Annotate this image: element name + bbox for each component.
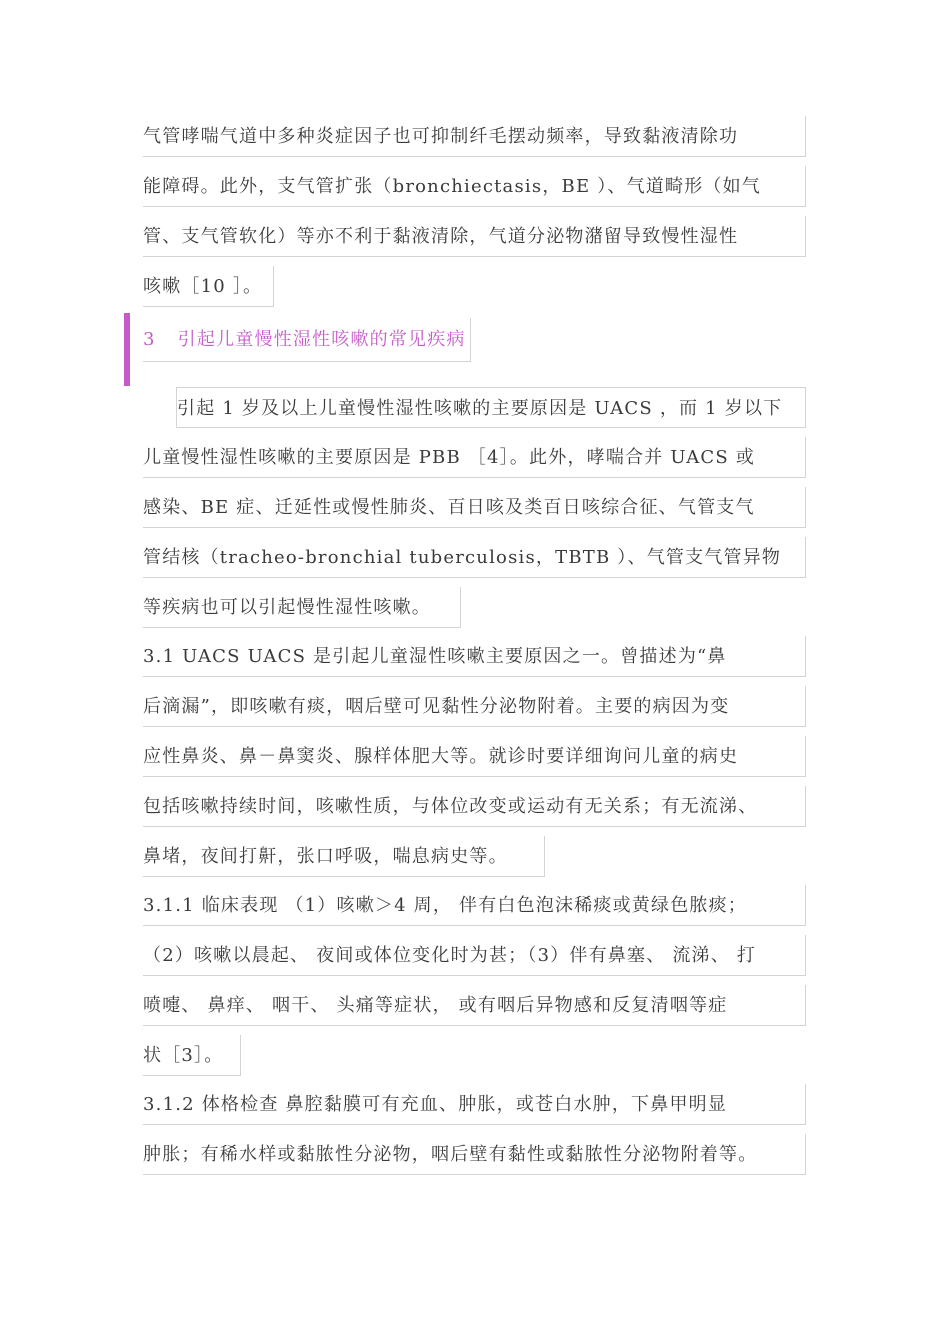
text-line: 包括咳嗽持续时间，咳嗽性质，与体位改变或运动有无关系；有无流涕、 [143,786,806,827]
text-line: 感染、BE 症、迁延性或慢性肺炎、百日咳及类百日咳综合征、气管支气 [143,487,806,528]
text-line: 喷嚏、 鼻痒、 咽干、 头痛等症状， 或有咽后异物感和反复清咽等症 [143,985,806,1026]
text-line: 应性鼻炎、鼻－鼻窦炎、腺样体肥大等。就诊时要详细询问儿童的病史 [143,736,806,777]
text-line: 管结核（tracheo-bronchial tuberculosis，TBTB ）、气管支气管异物 [143,537,806,578]
text-line: 气管哮喘气道中多种炎症因子也可抑制纤毛摆动频率，导致黏液清除功 [143,116,806,157]
text-line: 状［3］。 [143,1035,241,1076]
text-line: （2）咳嗽以晨起、 夜间或体位变化时为甚；（3）伴有鼻塞、 流涕、 打 [143,935,806,976]
section-title: 引起儿童慢性湿性咳嗽的常见疾病 [177,329,466,350]
text-line: 3.1.2 体格检查 鼻腔黏膜可有充血、肿胀，或苍白水肿，下鼻甲明显 [143,1084,806,1125]
text-line: 管、支气管软化）等亦不利于黏液清除，气道分泌物潴留导致慢性湿性 [143,216,806,257]
section-number: 3 [143,329,156,350]
text-line: 儿童慢性湿性咳嗽的主要原因是 PBB ［4］。此外，哮喘合并 UACS 或 [143,437,806,478]
text-line: 引起 1 岁及以上儿童慢性湿性咳嗽的主要原因是 UACS ，而 1 岁以下 [176,387,806,428]
text-line: 咳嗽［10 ］。 [143,266,274,307]
text-line: 3.1.1 临床表现 （1）咳嗽＞4 周， 伴有白色泡沫稀痰或黄绿色脓痰； [143,885,806,926]
heading-accent-bar [124,313,130,386]
text-line: 鼻堵，夜间打鼾，张口呼吸，喘息病史等。 [143,836,545,877]
section-heading [143,318,471,362]
text-line: 后滴漏”，即咳嗽有痰，咽后壁可见黏性分泌物附着。主要的病因为变 [143,686,806,727]
text-line: 等疾病也可以引起慢性湿性咳嗽。 [143,587,461,628]
text-line: 3.1 UACS UACS 是引起儿童湿性咳嗽主要原因之一。曾描述为“鼻 [143,636,806,677]
text-line: 能障碍。此外，支气管扩张（bronchiectasis，BE ）、气道畸形（如气 [143,166,806,207]
text-line: 肿胀；有稀水样或黏脓性分泌物，咽后壁有黏性或黏脓性分泌物附着等。 [143,1134,806,1175]
